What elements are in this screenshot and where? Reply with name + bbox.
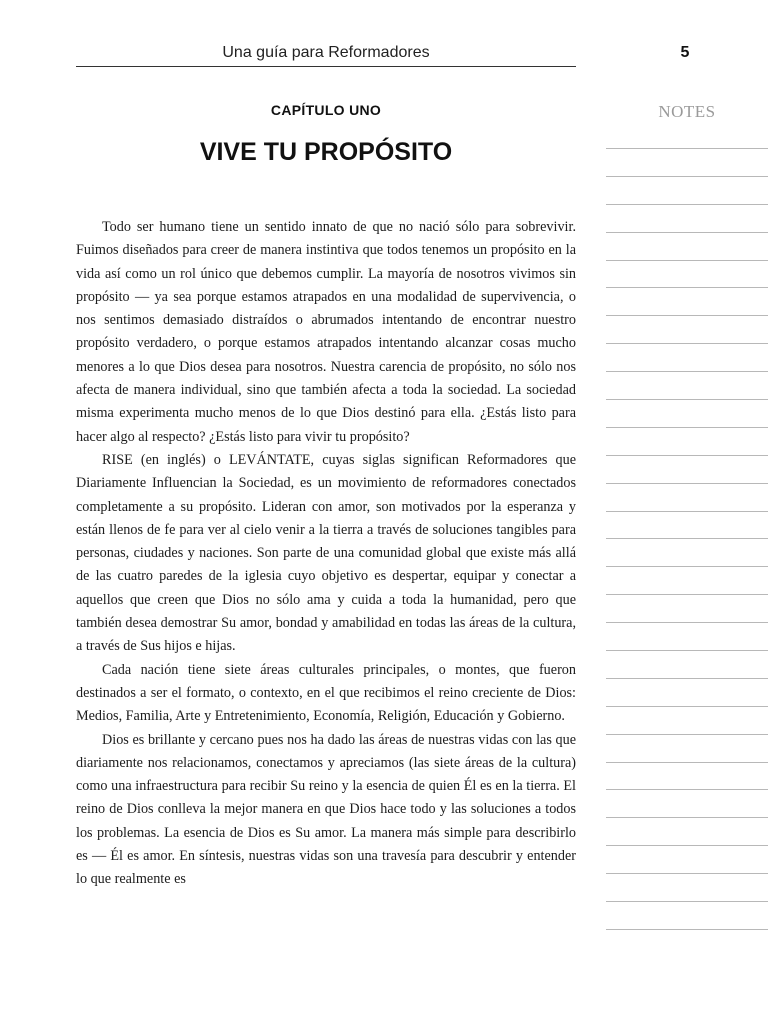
note-line	[606, 204, 768, 232]
running-header-title: Una guía para Reformadores	[222, 44, 430, 61]
notes-heading: NOTES	[658, 102, 716, 121]
paragraph: Cada nación tiene siete áreas culturales principales, o montes, que fueron destinados a ser el formato, o contexto, en el que recibimos el reino creciente de Dios: Medios, Familia, Arte y Entretenimiento, Economía, Religión, Educación y Gobierno.	[76, 661, 576, 725]
note-line	[606, 232, 768, 260]
body-text	[76, 216, 576, 892]
note-line	[606, 371, 768, 399]
header-rule	[76, 66, 576, 67]
note-line	[606, 455, 768, 483]
chapter-label: CAPÍTULO UNO	[270, 102, 382, 118]
note-line	[606, 845, 768, 873]
note-line	[606, 399, 768, 427]
note-line	[606, 650, 768, 678]
note-line	[606, 260, 768, 288]
note-line	[606, 148, 768, 176]
note-line	[606, 343, 768, 371]
note-line	[606, 176, 768, 204]
note-line	[606, 929, 768, 957]
note-line	[606, 789, 768, 817]
page-number: 5	[680, 44, 690, 61]
note-line	[606, 678, 768, 706]
note-line	[606, 734, 768, 762]
paragraph: Todo ser humano tiene un sentido innato de que no nació sólo para sobrevivir. Fuimos diseñados para creer de manera instintiva que todos tenemos un propósito en la vida así como un rol único que debemos cumplir. La mayoría de nosotros vivimos sin propósito — ya sea porque estamos atrapados en una modalidad de supervivencia, o nos sentimos demasiado distraídos o abrumados intentando de encontrar nuestro propósito verdadero, o porque estamos atrapados intentando alcanzar cosas mucho menores a lo que Dios desea para nosotros. Nuestra carencia de propósito, no sólo nos afecta de manera individual, sino que también afecta a toda la sociedad. La sociedad misma experimenta mucho menos de lo que Dios destinó para ella. ¿Estás listo para hacer algo al respecto? ¿Estás listo para vivir tu propósito?	[76, 219, 576, 445]
note-line	[606, 873, 768, 901]
paragraph: Dios es brillante y cercano pues nos ha dado las áreas de nuestras vidas con las que diariamente nos relacionamos, conectamos y apreciamos (las siete áreas de la cultura) como una infraestructura para recibir Su reino y la esencia de quien Él es en la tierra. El reino de Dios conlleva la mejor manera en que Dios hace todo y las soluciones a todos los problemas. La esencia de Dios es Su amor. La manera más simple para describirlo es — Él es amor. En síntesis, nuestras vidas son una travesía para descubrir y entender lo que realmente es	[76, 731, 576, 888]
note-line	[606, 483, 768, 511]
note-line	[606, 287, 768, 315]
note-line	[606, 315, 768, 343]
note-line	[606, 622, 768, 650]
note-line	[606, 901, 768, 929]
chapter-title: VIVE TU PROPÓSITO	[199, 138, 453, 166]
note-line	[606, 427, 768, 455]
note-line	[606, 566, 768, 594]
paragraph: RISE (en inglés) o LEVÁNTATE, cuyas siglas significan Reformadores que Diariamente Influencian la Sociedad, es un movimiento de reformadores conectados completamente a su propósito. Lideran con amor, son motivados por la esperanza y están llenos de fe para ver al cielo venir a la tierra a través de soluciones tangibles para personas, ciudades y naciones. Son parte de una comunidad global que existe más allá de las cuatro paredes de la iglesia cuyo objetivo es despertar, equipar y conectar a aquellos que creen que Dios no sólo ama y cuida a toda la humanidad, pero que también desea demostrar Su amor, bondad y amabilidad en todas las áreas de la cultura, a través de Sus hijos e hijas.	[76, 451, 576, 655]
note-line	[606, 762, 768, 790]
notes-lines	[606, 148, 768, 957]
note-line	[606, 538, 768, 566]
note-line	[606, 706, 768, 734]
note-line	[606, 594, 768, 622]
note-line	[606, 817, 768, 845]
note-line	[606, 511, 768, 539]
